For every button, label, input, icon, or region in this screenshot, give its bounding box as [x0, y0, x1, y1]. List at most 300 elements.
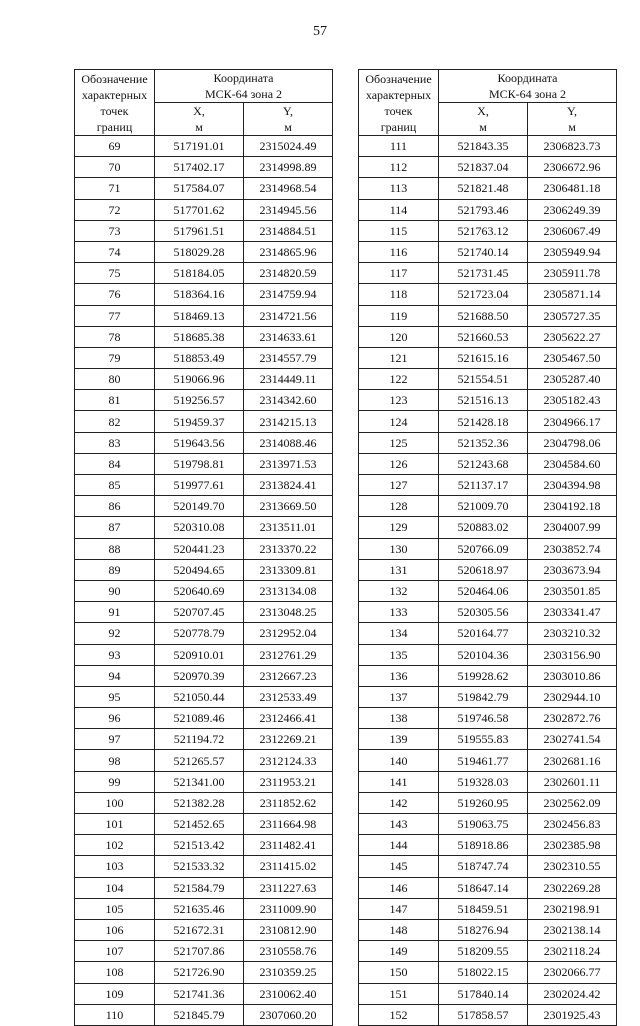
x-coordinate-cell: 521341.00 [155, 771, 244, 792]
y-coordinate-cell: 2311482.41 [244, 835, 333, 856]
y-coordinate-cell: 2311227.63 [244, 877, 333, 898]
y-coordinate-cell: 2305727.35 [528, 305, 617, 326]
x-coordinate-cell: 519066.96 [155, 369, 244, 390]
table-row [359, 432, 617, 453]
y-coordinate-cell: 2305467.50 [528, 347, 617, 368]
y-coordinate-cell: 2305182.43 [528, 390, 617, 411]
table-row [75, 771, 333, 792]
x-coordinate-cell: 521615.16 [439, 347, 528, 368]
point-number-cell: 100 [75, 792, 155, 813]
point-number-cell: 148 [359, 919, 439, 940]
y-coordinate-cell: 2303673.94 [528, 559, 617, 580]
y-header [244, 103, 333, 136]
table-row [75, 178, 333, 199]
header-line: характерных [81, 87, 148, 102]
y-coordinate-cell: 2305287.40 [528, 369, 617, 390]
table-row [75, 983, 333, 1004]
x-coordinate-cell: 518685.38 [155, 326, 244, 347]
table-row [359, 157, 617, 178]
table-row [75, 919, 333, 940]
table-row [359, 686, 617, 707]
y-coordinate-cell: 2313370.22 [244, 538, 333, 559]
point-number-cell: 121 [359, 347, 439, 368]
x-coordinate-cell: 518184.05 [155, 263, 244, 284]
table-row [359, 326, 617, 347]
point-number-cell: 95 [75, 686, 155, 707]
point-number-cell: 108 [75, 962, 155, 983]
x-coordinate-cell: 521428.18 [439, 411, 528, 432]
y-coordinate-cell: 2310062.40 [244, 983, 333, 1004]
coordinates-table-left [74, 69, 333, 1026]
point-number-cell: 83 [75, 432, 155, 453]
coordinate-header [155, 70, 333, 103]
x-coordinate-cell: 521741.36 [155, 983, 244, 1004]
x-coordinate-cell: 521554.51 [439, 369, 528, 390]
table-row [359, 623, 617, 644]
y-coordinate-cell: 2313048.25 [244, 602, 333, 623]
point-number-cell: 69 [75, 136, 155, 157]
y-coordinate-cell: 2313309.81 [244, 559, 333, 580]
table-row [359, 411, 617, 432]
x-coordinate-cell: 519555.83 [439, 729, 528, 750]
table-row [359, 919, 617, 940]
page-number: 57 [313, 24, 327, 39]
table-row [359, 496, 617, 517]
point-number-cell: 96 [75, 708, 155, 729]
table-row [75, 517, 333, 538]
table-row [359, 792, 617, 813]
header-line: точек [100, 103, 129, 118]
point-number-cell: 113 [359, 178, 439, 199]
y-coordinate-cell: 2306481.18 [528, 178, 617, 199]
x-coordinate-cell: 519746.58 [439, 708, 528, 729]
point-number-cell: 136 [359, 665, 439, 686]
y-coordinate-cell: 2302118.24 [528, 941, 617, 962]
y-coordinate-cell: 2313971.53 [244, 453, 333, 474]
point-number-cell: 119 [359, 305, 439, 326]
x-coordinate-cell: 521843.35 [439, 136, 528, 157]
point-number-cell: 90 [75, 580, 155, 601]
y-coordinate-cell: 2306067.49 [528, 220, 617, 241]
x-coordinate-cell: 520707.45 [155, 602, 244, 623]
point-number-cell: 76 [75, 284, 155, 305]
table-row [75, 898, 333, 919]
x-coordinate-cell: 521050.44 [155, 686, 244, 707]
x-coordinate-cell: 521533.32 [155, 856, 244, 877]
table-row [75, 856, 333, 877]
table-row [75, 538, 333, 559]
y-coordinate-cell: 2307060.20 [244, 1004, 333, 1025]
table-header [75, 70, 333, 136]
header-line: X, [477, 104, 489, 118]
point-number-cell: 77 [75, 305, 155, 326]
x-coordinate-cell: 520910.01 [155, 644, 244, 665]
y-coordinate-cell: 2302872.76 [528, 708, 617, 729]
y-coordinate-cell: 2314865.96 [244, 241, 333, 262]
point-number-cell: 110 [75, 1004, 155, 1025]
y-coordinate-cell: 2306249.39 [528, 199, 617, 220]
x-coordinate-cell: 519928.62 [439, 665, 528, 686]
y-coordinate-cell: 2314759.94 [244, 284, 333, 305]
x-coordinate-cell: 521723.04 [439, 284, 528, 305]
x-coordinate-cell: 517858.57 [439, 1004, 528, 1025]
table-row [75, 390, 333, 411]
table-row [75, 496, 333, 517]
point-number-cell: 94 [75, 665, 155, 686]
table-body [75, 136, 333, 1026]
x-coordinate-cell: 518918.86 [439, 835, 528, 856]
x-coordinate-cell: 521837.04 [439, 157, 528, 178]
y-coordinate-cell: 2314945.56 [244, 199, 333, 220]
x-coordinate-cell: 517191.01 [155, 136, 244, 157]
y-coordinate-cell: 2314884.51 [244, 220, 333, 241]
y-coordinate-cell: 2312952.04 [244, 623, 333, 644]
y-coordinate-cell: 2311009.90 [244, 898, 333, 919]
x-coordinate-cell: 519461.77 [439, 750, 528, 771]
table-row [75, 411, 333, 432]
x-coordinate-cell: 520310.08 [155, 517, 244, 538]
y-coordinate-cell: 2312533.49 [244, 686, 333, 707]
y-coordinate-cell: 2302944.10 [528, 686, 617, 707]
table-row [75, 136, 333, 157]
point-number-cell: 87 [75, 517, 155, 538]
x-coordinate-cell: 520149.70 [155, 496, 244, 517]
y-coordinate-cell: 2302681.16 [528, 750, 617, 771]
point-number-cell: 143 [359, 814, 439, 835]
table-row [359, 665, 617, 686]
point-number-cell: 109 [75, 983, 155, 1004]
y-coordinate-cell: 2305911.78 [528, 263, 617, 284]
table-body [359, 136, 617, 1026]
table-row [75, 623, 333, 644]
table-row [75, 559, 333, 580]
table-row [75, 475, 333, 496]
point-number-cell: 73 [75, 220, 155, 241]
x-coordinate-cell: 518022.15 [439, 962, 528, 983]
y-coordinate-cell: 2305949.94 [528, 241, 617, 262]
x-coordinate-cell: 521513.42 [155, 835, 244, 856]
y-coordinate-cell: 2301925.43 [528, 1004, 617, 1025]
point-number-cell: 80 [75, 369, 155, 390]
header-line: Y, [282, 104, 294, 118]
x-coordinate-cell: 518276.94 [439, 919, 528, 940]
y-coordinate-cell: 2312761.29 [244, 644, 333, 665]
point-number-cell: 150 [359, 962, 439, 983]
point-number-cell: 98 [75, 750, 155, 771]
table-row [359, 517, 617, 538]
table-row [359, 475, 617, 496]
x-coordinate-cell: 521763.12 [439, 220, 528, 241]
point-number-cell: 93 [75, 644, 155, 665]
y-coordinate-cell: 2305871.14 [528, 284, 617, 305]
table-row [359, 199, 617, 220]
y-coordinate-cell: 2302562.09 [528, 792, 617, 813]
x-coordinate-cell: 520766.09 [439, 538, 528, 559]
point-number-cell: 105 [75, 898, 155, 919]
x-coordinate-cell: 521089.46 [155, 708, 244, 729]
x-coordinate-cell: 521793.46 [439, 199, 528, 220]
x-coordinate-cell: 520883.02 [439, 517, 528, 538]
y-coordinate-cell: 2313134.08 [244, 580, 333, 601]
point-number-cell: 101 [75, 814, 155, 835]
y-coordinate-cell: 2304394.98 [528, 475, 617, 496]
header-line: Координата [497, 71, 558, 85]
point-number-cell: 118 [359, 284, 439, 305]
point-number-cell: 142 [359, 792, 439, 813]
point-number-cell: 112 [359, 157, 439, 178]
table-row [75, 750, 333, 771]
table-row [359, 178, 617, 199]
y-coordinate-cell: 2303010.86 [528, 665, 617, 686]
header-line: м [568, 120, 576, 134]
table-row [359, 962, 617, 983]
y-coordinate-cell: 2304192.18 [528, 496, 617, 517]
header-line: границ [380, 119, 417, 134]
y-coordinate-cell: 2302310.55 [528, 856, 617, 877]
y-coordinate-cell: 2302741.54 [528, 729, 617, 750]
table-row [359, 644, 617, 665]
point-number-cell: 151 [359, 983, 439, 1004]
y-coordinate-cell: 2310812.90 [244, 919, 333, 940]
y-coordinate-cell: 2311664.98 [244, 814, 333, 835]
point-number-cell: 141 [359, 771, 439, 792]
x-coordinate-cell: 520494.65 [155, 559, 244, 580]
point-number-cell: 85 [75, 475, 155, 496]
point-number-cell: 139 [359, 729, 439, 750]
point-number-cell: 81 [75, 390, 155, 411]
x-coordinate-cell: 521635.46 [155, 898, 244, 919]
y-coordinate-cell: 2314998.89 [244, 157, 333, 178]
x-coordinate-cell: 520970.39 [155, 665, 244, 686]
table-row [75, 1004, 333, 1025]
table-row [75, 644, 333, 665]
point-number-cell: 125 [359, 432, 439, 453]
point-number-cell: 131 [359, 559, 439, 580]
table-row [75, 263, 333, 284]
header-line: м [284, 120, 292, 134]
x-coordinate-cell: 520778.79 [155, 623, 244, 644]
x-coordinate-cell: 517961.51 [155, 220, 244, 241]
point-number-cell: 124 [359, 411, 439, 432]
y-coordinate-cell: 2312124.33 [244, 750, 333, 771]
point-number-cell: 122 [359, 369, 439, 390]
y-header [528, 103, 617, 136]
x-coordinate-cell: 519842.79 [439, 686, 528, 707]
table-row [75, 835, 333, 856]
point-number-cell: 75 [75, 263, 155, 284]
designation-header [75, 70, 155, 136]
point-number-cell: 92 [75, 623, 155, 644]
y-coordinate-cell: 2310359.25 [244, 962, 333, 983]
x-coordinate-cell: 520441.23 [155, 538, 244, 559]
x-coordinate-cell: 519643.56 [155, 432, 244, 453]
table-row [359, 898, 617, 919]
y-coordinate-cell: 2304798.06 [528, 432, 617, 453]
y-coordinate-cell: 2302385.98 [528, 835, 617, 856]
x-coordinate-cell: 520640.69 [155, 580, 244, 601]
y-coordinate-cell: 2314088.46 [244, 432, 333, 453]
table-row [75, 347, 333, 368]
x-coordinate-cell: 520164.77 [439, 623, 528, 644]
header-line: Y, [566, 104, 578, 118]
point-number-cell: 129 [359, 517, 439, 538]
x-coordinate-cell: 520305.56 [439, 602, 528, 623]
point-number-cell: 145 [359, 856, 439, 877]
x-coordinate-cell: 518364.16 [155, 284, 244, 305]
y-coordinate-cell: 2314449.11 [244, 369, 333, 390]
point-number-cell: 111 [359, 136, 439, 157]
y-coordinate-cell: 2302138.14 [528, 919, 617, 940]
x-coordinate-cell: 521382.28 [155, 792, 244, 813]
table-row [75, 665, 333, 686]
point-number-cell: 91 [75, 602, 155, 623]
table-row [75, 729, 333, 750]
table-row [359, 390, 617, 411]
table-row [75, 284, 333, 305]
table-row [75, 369, 333, 390]
table-row [359, 347, 617, 368]
point-number-cell: 82 [75, 411, 155, 432]
point-number-cell: 147 [359, 898, 439, 919]
y-coordinate-cell: 2304966.17 [528, 411, 617, 432]
table-row [359, 136, 617, 157]
header-line: границ [96, 119, 133, 134]
x-coordinate-cell: 517840.14 [439, 983, 528, 1004]
y-coordinate-cell: 2304584.60 [528, 453, 617, 474]
x-coordinate-cell: 521137.17 [439, 475, 528, 496]
y-coordinate-cell: 2306672.96 [528, 157, 617, 178]
table-row [75, 453, 333, 474]
y-coordinate-cell: 2302456.83 [528, 814, 617, 835]
designation-header [359, 70, 439, 136]
table-row [75, 686, 333, 707]
table-row [75, 305, 333, 326]
table-row [359, 750, 617, 771]
point-number-cell: 97 [75, 729, 155, 750]
point-number-cell: 72 [75, 199, 155, 220]
y-coordinate-cell: 2311852.62 [244, 792, 333, 813]
header-line: характерных [365, 87, 432, 102]
coordinate-header [439, 70, 617, 103]
table-row [75, 220, 333, 241]
point-number-cell: 99 [75, 771, 155, 792]
point-number-cell: 134 [359, 623, 439, 644]
point-number-cell: 86 [75, 496, 155, 517]
y-coordinate-cell: 2314633.61 [244, 326, 333, 347]
point-number-cell: 106 [75, 919, 155, 940]
y-coordinate-cell: 2314968.54 [244, 178, 333, 199]
y-coordinate-cell: 2302269.28 [528, 877, 617, 898]
x-coordinate-cell: 521452.65 [155, 814, 244, 835]
y-coordinate-cell: 2313669.50 [244, 496, 333, 517]
x-coordinate-cell: 518029.28 [155, 241, 244, 262]
y-coordinate-cell: 2312269.21 [244, 729, 333, 750]
point-number-cell: 144 [359, 835, 439, 856]
header-line: м [479, 120, 487, 134]
table-row [75, 941, 333, 962]
point-number-cell: 127 [359, 475, 439, 496]
table-row [359, 602, 617, 623]
table-row [75, 962, 333, 983]
x-coordinate-cell: 517701.62 [155, 199, 244, 220]
point-number-cell: 146 [359, 877, 439, 898]
header-line: МСК-64 зона 2 [488, 87, 567, 101]
table-row [359, 538, 617, 559]
x-coordinate-cell: 521265.57 [155, 750, 244, 771]
x-coordinate-cell: 518469.13 [155, 305, 244, 326]
table-row [359, 1004, 617, 1025]
table-row [75, 241, 333, 262]
point-number-cell: 137 [359, 686, 439, 707]
x-coordinate-cell: 521352.36 [439, 432, 528, 453]
table-row [75, 877, 333, 898]
y-coordinate-cell: 2314557.79 [244, 347, 333, 368]
x-coordinate-cell: 521009.70 [439, 496, 528, 517]
y-coordinate-cell: 2314215.13 [244, 411, 333, 432]
x-coordinate-cell: 519256.57 [155, 390, 244, 411]
y-coordinate-cell: 2314342.60 [244, 390, 333, 411]
header-line: м [195, 120, 203, 134]
table-row [359, 284, 617, 305]
point-number-cell: 88 [75, 538, 155, 559]
table-row [75, 432, 333, 453]
y-coordinate-cell: 2314721.56 [244, 305, 333, 326]
table-header [359, 70, 617, 136]
table-row [75, 814, 333, 835]
x-coordinate-cell: 521707.86 [155, 941, 244, 962]
x-coordinate-cell: 521584.79 [155, 877, 244, 898]
point-number-cell: 130 [359, 538, 439, 559]
point-number-cell: 149 [359, 941, 439, 962]
point-number-cell: 84 [75, 453, 155, 474]
y-coordinate-cell: 2314820.59 [244, 263, 333, 284]
x-coordinate-cell: 518209.55 [439, 941, 528, 962]
table-row [75, 792, 333, 813]
point-number-cell: 126 [359, 453, 439, 474]
point-number-cell: 102 [75, 835, 155, 856]
y-coordinate-cell: 2315024.49 [244, 136, 333, 157]
table-row [75, 199, 333, 220]
x-coordinate-cell: 521672.31 [155, 919, 244, 940]
table-row [75, 602, 333, 623]
point-number-cell: 79 [75, 347, 155, 368]
y-coordinate-cell: 2310558.76 [244, 941, 333, 962]
point-number-cell: 104 [75, 877, 155, 898]
point-number-cell: 116 [359, 241, 439, 262]
y-coordinate-cell: 2302198.91 [528, 898, 617, 919]
x-header [155, 103, 244, 136]
x-coordinate-cell: 519459.37 [155, 411, 244, 432]
x-coordinate-cell: 519977.61 [155, 475, 244, 496]
point-number-cell: 120 [359, 326, 439, 347]
x-coordinate-cell: 519063.75 [439, 814, 528, 835]
point-number-cell: 114 [359, 199, 439, 220]
y-coordinate-cell: 2306823.73 [528, 136, 617, 157]
point-number-cell: 89 [75, 559, 155, 580]
point-number-cell: 132 [359, 580, 439, 601]
table-row [359, 220, 617, 241]
y-coordinate-cell: 2305622.27 [528, 326, 617, 347]
point-number-cell: 78 [75, 326, 155, 347]
x-coordinate-cell: 521194.72 [155, 729, 244, 750]
point-number-cell: 140 [359, 750, 439, 771]
x-coordinate-cell: 519798.81 [155, 453, 244, 474]
table-row [359, 814, 617, 835]
point-number-cell: 103 [75, 856, 155, 877]
header-line: МСК-64 зона 2 [204, 87, 283, 101]
x-coordinate-cell: 521688.50 [439, 305, 528, 326]
coordinates-table-right [358, 69, 617, 1026]
